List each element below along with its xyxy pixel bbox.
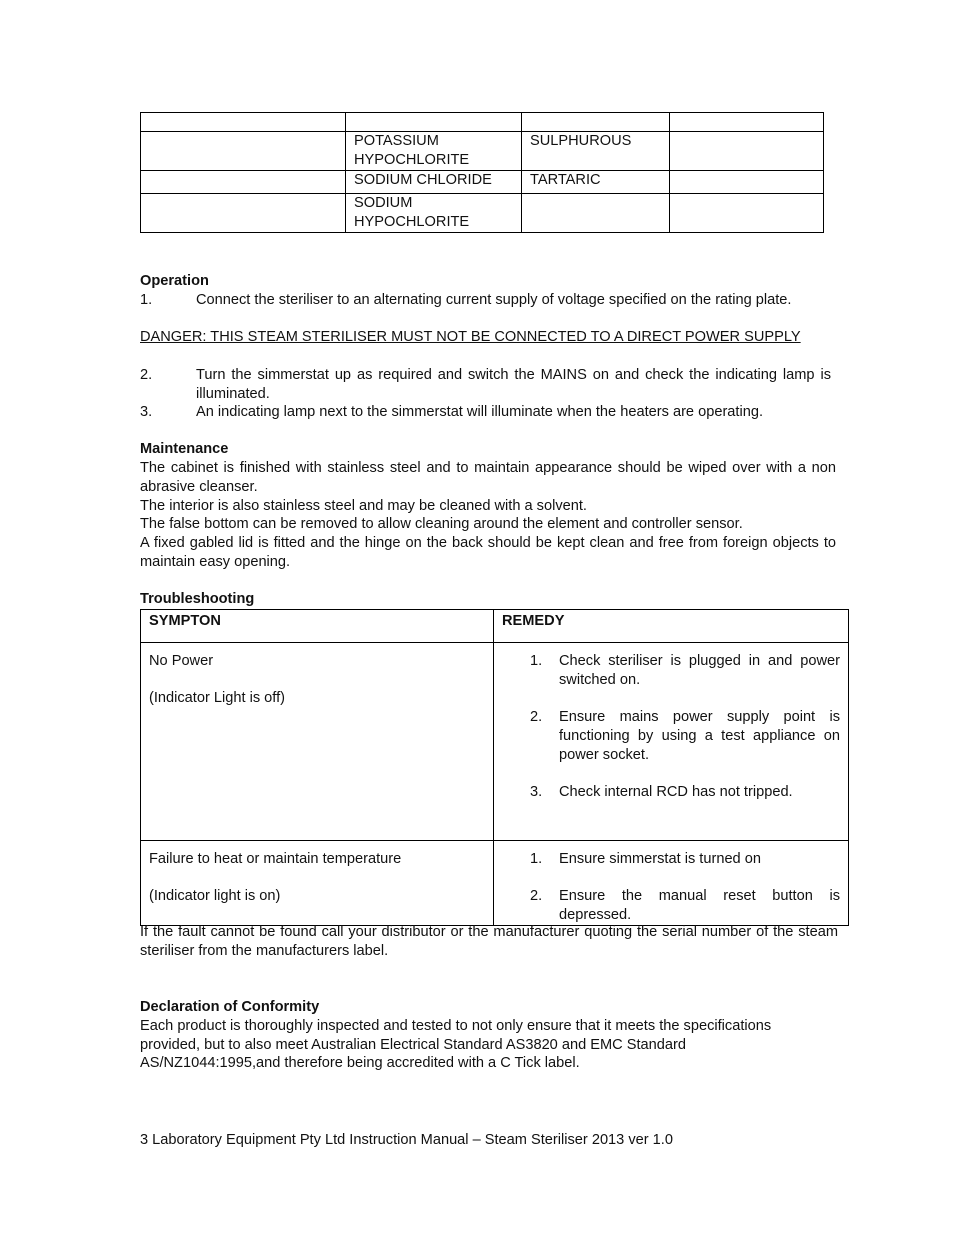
table-cell [141,113,346,132]
list-item [502,708,840,765]
table-cell [141,194,346,233]
symptom-text: Failure to heat or maintain temperature [149,851,402,867]
table-cell [522,194,670,233]
step-text: Turn the simmerstat up as required and switch the MAINS on and check the indicating lamp is illuminated. [196,367,831,402]
chemical-table [140,112,824,233]
fault-note: If the fault cannot be found call your distributor or the manufacturer quoting the serial number of the steam steriliser from the manufacturers label. [140,924,838,959]
table-cell [141,132,346,171]
step-number: 2. [140,367,153,383]
remedy-list [502,652,840,802]
table-cell [346,113,522,132]
column-header-remedy: REMEDY [494,610,849,643]
remedy-cell [494,643,849,841]
table-row [141,113,824,132]
remedy-text: Check internal RCD has not tripped. [559,784,793,800]
declaration-line: AS/NZ1044:1995,and therefore being accredited with a C Tick label. [140,1055,580,1071]
table-row [141,194,824,233]
list-item [502,783,840,802]
symptom-cell [141,643,494,841]
step-text: An indicating lamp next to the simmerstat will illuminate when the heaters are operating. [196,404,764,420]
step-number: 1. [140,292,153,308]
table-cell [670,113,824,132]
remedy-text: Ensure mains power supply point is functioning by using a test appliance on power socket. [559,709,840,763]
list-item [502,887,840,925]
step-number: 3. [140,404,153,420]
page-footer: 3 Laboratory Equipment Pty Ltd Instruction Manual – Steam Steriliser 2013 ver 1.0 [140,1132,673,1148]
danger-warning: DANGER: THIS STEAM STERILISER MUST NOT BE CONNECTED TO A DIRECT POWER SUPPLY [140,329,801,345]
table-row [141,643,849,841]
operation-heading: Operation [140,273,209,289]
remedy-text: Check steriliser is plugged in and power switched on. [559,653,840,688]
remedy-number: 3. [530,784,543,800]
table-row [141,171,824,194]
symptom-text: No Power [149,653,214,669]
table-cell: SODIUM CHLORIDE [346,171,522,194]
operation-step-1 [140,291,831,310]
remedy-number: 2. [530,888,543,904]
maintenance-paragraph: A fixed gabled lid is fitted and the hinge on the back should be kept clean and free from foreign objects to maintain easy opening. [140,535,836,570]
remedy-cell [494,841,849,926]
table-cell [670,194,824,233]
declaration-line: provided, but to also meet Australian Electrical Standard AS3820 and EMC Standard [140,1037,686,1053]
column-header-symptom: SYMPTON [141,610,494,643]
symptom-note: (Indicator light is on) [149,888,281,904]
table-cell [141,171,346,194]
table-cell: POTASSIUM HYPOCHLORITE [346,132,522,171]
table-cell [670,132,824,171]
table-cell: TARTARIC [522,171,670,194]
operation-step-2 [140,366,831,404]
maintenance-paragraph: The cabinet is finished with stainless steel and to maintain appearance should be wiped over with a non abrasive cleanser. [140,460,836,495]
declaration-line: Each product is thoroughly inspected and tested to not only ensure that it meets the specifications [140,1018,772,1034]
table-row [141,132,824,171]
troubleshooting-heading: Troubleshooting [140,591,255,607]
step-text: Connect the steriliser to an alternating current supply of voltage specified on the rating plate. [196,292,792,308]
table-cell [522,113,670,132]
remedy-number: 2. [530,709,543,725]
remedy-text: Ensure the manual reset button is depressed. [559,888,840,923]
table-header-row [141,610,849,643]
table-row [141,841,849,926]
maintenance-paragraph: The interior is also stainless steel and may be cleaned with a solvent. [140,498,587,514]
list-item [502,850,840,869]
symptom-note: (Indicator Light is off) [149,690,286,706]
table-cell: SULPHUROUS [522,132,670,171]
remedy-number: 1. [530,851,543,867]
table-cell: SODIUM HYPOCHLORITE [346,194,522,233]
operation-step-3 [140,403,831,422]
table-cell [670,171,824,194]
troubleshooting-table [140,609,849,926]
remedy-number: 1. [530,653,543,669]
maintenance-paragraph: The false bottom can be removed to allow cleaning around the element and controller sensor. [140,516,743,532]
symptom-cell [141,841,494,926]
remedy-list [502,850,840,925]
list-item [502,652,840,690]
remedy-text: Ensure simmerstat is turned on [559,851,761,867]
maintenance-heading: Maintenance [140,441,229,457]
declaration-heading: Declaration of Conformity [140,999,320,1015]
